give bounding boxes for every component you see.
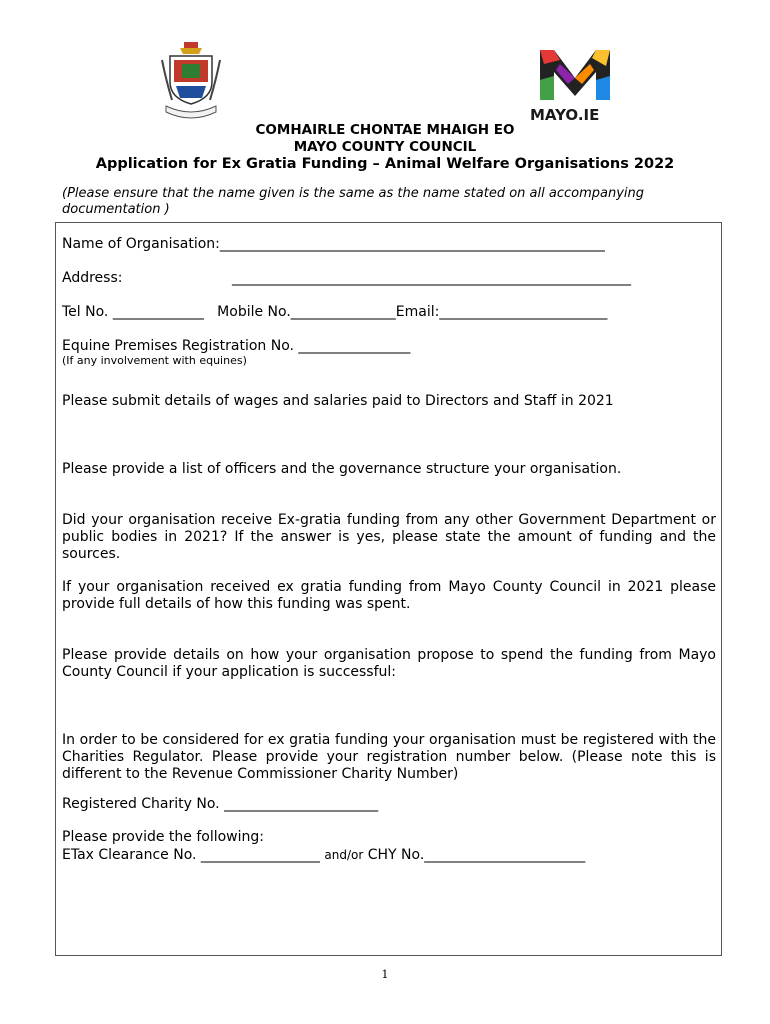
mayo-funding-question: If your organisation received ex gratia funding from Mayo County Council in 2021 please provide full details of how this funding was spent. [62,579,716,612]
organisation-name-field[interactable]: Name of Organisation:_______________________________________________________ [62,236,605,252]
form-title: Application for Ex Gratia Funding – Animal Welfare Organisations 2022 [95,156,675,172]
council-name-english: MAYO COUNTY COUNCIL [293,139,477,155]
wages-question: Please submit details of wages and salaries paid to Directors and Staff in 2021 [62,393,614,409]
council-crest-logo [160,40,222,122]
equine-note: (If any involvement with equines) [62,354,247,367]
contact-fields[interactable]: Tel No. _____________ Mobile No._______________Email:________________________ [62,304,608,320]
mayo-ie-text: MAYO.IE [530,106,600,124]
etax-field[interactable]: ETax Clearance No. _________________ [62,847,325,863]
tax-clearance-row [62,847,585,863]
provide-following-label: Please provide the following: [62,829,264,845]
council-name-irish: COMHAIRLE CHONTAE MHAIGH EO [255,122,515,138]
government-funding-question: Did your organisation receive Ex-gratia funding from any other Government Department or public bodies in 2021? If the answer is yes, please state the amount of funding and the sources. [62,512,716,562]
address-field[interactable]: _________________________________________________________ [232,270,631,286]
page-number: 1 [381,968,389,981]
and-or-label: and/or [324,848,364,862]
charities-regulator-instruction: In order to be considered for ex gratia funding your organisation must be registered with the Charities Regulator. Please provide your registration number below. (Please note this is different to the Revenue Commissioner Charity Number) [62,732,716,782]
equine-registration-field[interactable]: Equine Premises Registration No. ________________ [62,338,411,354]
charity-number-field[interactable]: Registered Charity No. ______________________ [62,796,379,812]
address-label: Address: [62,270,123,286]
mayo-ie-logo [540,50,610,100]
officers-question: Please provide a list of officers and the governance structure your organisation. [62,461,622,477]
name-instruction-note: (Please ensure that the name given is the same as the name stated on all accompanying documentation ) [62,186,644,217]
chy-field[interactable]: CHY No._______________________ [363,847,586,863]
proposed-spending-question: Please provide details on how your organisation propose to spend the funding from Mayo County Council if your application is successful: [62,647,716,680]
